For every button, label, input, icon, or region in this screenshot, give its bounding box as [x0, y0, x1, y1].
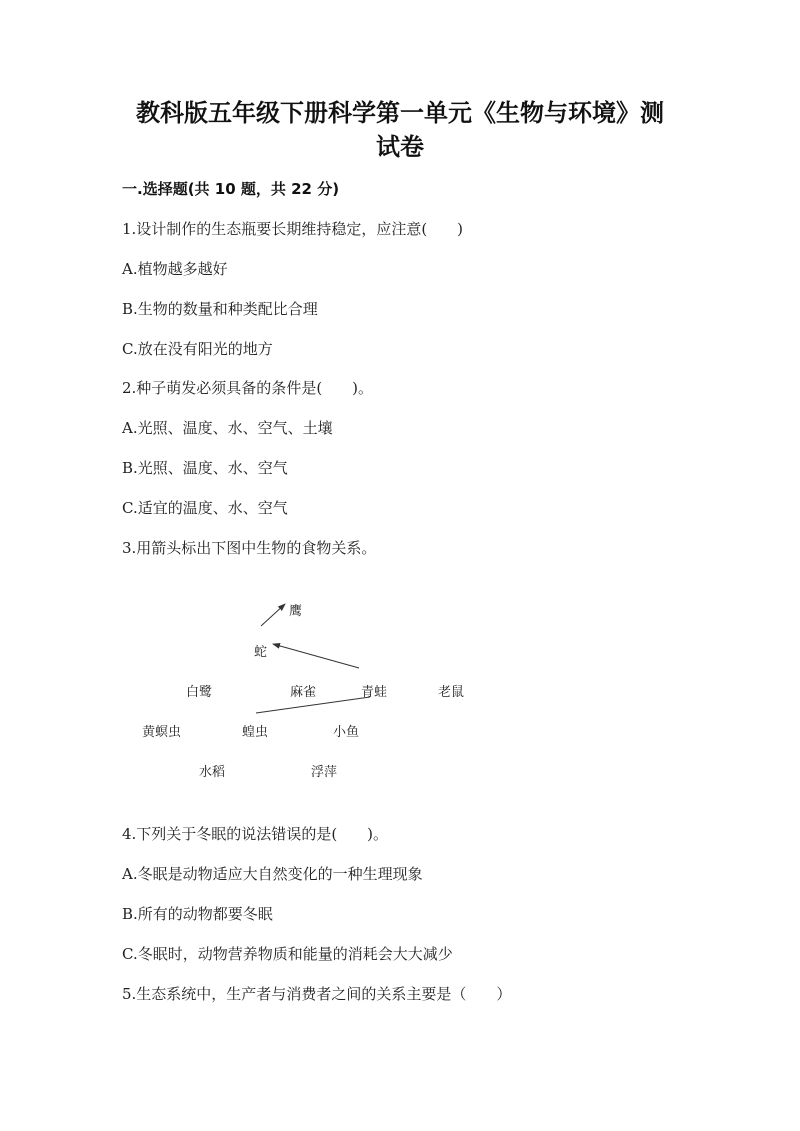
title-line-2: 试卷 — [376, 133, 424, 161]
food-web-diagram — [0, 580, 800, 790]
question-1-stem: 1.设计制作的生态瓶要长期维持稳定，应注意( ) — [122, 220, 464, 238]
question-4-option-a: A.冬眠是动物适应大自然变化的一种生理现象 — [122, 865, 423, 883]
food-web-arrows — [0, 580, 800, 790]
title-line-1: 教科版五年级下册科学第一单元《生物与环境》测 — [136, 99, 664, 127]
organism-small-fish: 小鱼 — [333, 725, 360, 740]
question-4-option-c: C.冬眠时，动物营养物质和能量的消耗会大大减少 — [122, 945, 453, 963]
question-4-option-b: B.所有的动物都要冬眠 — [122, 905, 273, 923]
question-5-stem: 5.生态系统中，生产者与消费者之间的关系主要是（ ） — [122, 985, 512, 1003]
question-2-stem: 2.种子萌发必须具备的条件是( )。 — [122, 379, 374, 397]
section-heading: 一.选择题(共 10 题，共 22 分) — [122, 180, 340, 198]
organism-ladybug: 黄螟虫 — [142, 725, 182, 740]
organism-mouse: 老鼠 — [438, 685, 465, 700]
question-3-stem: 3.用箭头标出下图中生物的食物关系。 — [122, 539, 377, 557]
arrow-snake-to-eagle — [261, 604, 285, 626]
organism-sparrow: 麻雀 — [290, 685, 317, 700]
question-1-option-a: A.植物越多越好 — [122, 260, 228, 278]
organism-rice: 水稻 — [199, 765, 226, 780]
organism-duckweed: 浮萍 — [311, 765, 338, 780]
question-4-stem: 4.下列关于冬眠的说法错误的是( )。 — [122, 825, 389, 843]
question-1-option-c: C.放在没有阳光的地方 — [122, 340, 273, 358]
organism-snake: 蛇 — [254, 645, 268, 660]
organism-egret: 白鹭 — [186, 685, 213, 700]
question-1-option-b: B.生物的数量和种类配比合理 — [122, 300, 318, 318]
page-title — [90, 96, 710, 164]
question-2-option-a: A.光照、温度、水、空气、土壤 — [122, 419, 333, 437]
question-2-option-b: B.光照、温度、水、空气 — [122, 459, 288, 477]
question-2-option-c: C.适宜的温度、水、空气 — [122, 499, 288, 517]
arrow-frog-to-snake — [273, 644, 359, 668]
organism-eagle: 鹰 — [289, 604, 303, 619]
organism-locust: 蝗虫 — [242, 725, 269, 740]
organism-frog: 青蛙 — [361, 685, 388, 700]
